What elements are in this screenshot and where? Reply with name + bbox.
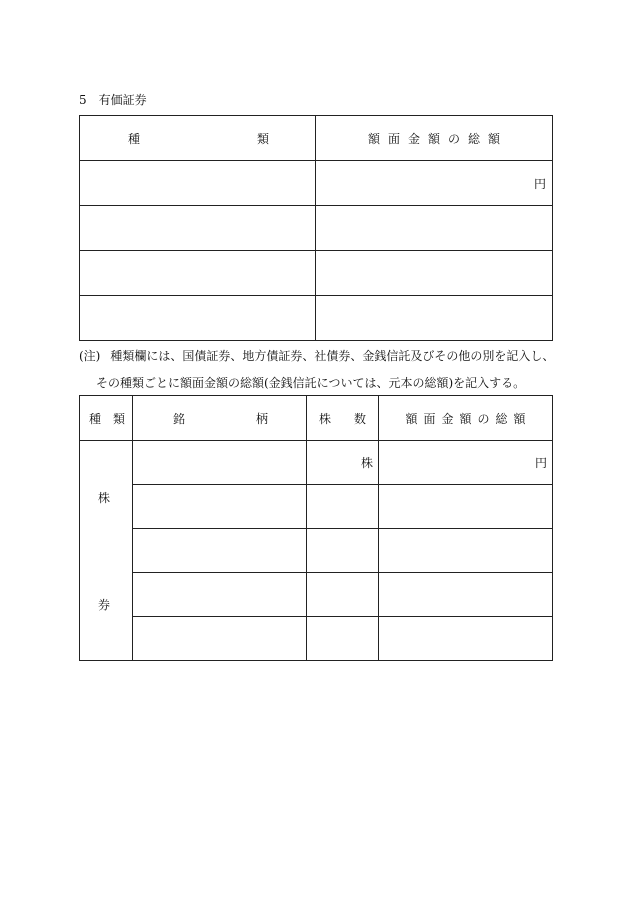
section-heading [79,91,147,108]
brand-cell[interactable] [133,529,307,573]
table-row [80,617,553,661]
kind-cell[interactable] [80,296,316,341]
kind-cell[interactable] [80,251,316,296]
shares-unit: 株 [360,456,373,470]
brand-cell[interactable] [133,617,307,661]
header-kind-char-1: 種 [89,411,102,426]
table-row [80,206,553,251]
total-cell[interactable] [379,485,553,529]
share-count-cell[interactable] [307,485,379,529]
note-text-1: 種類欄には、国債証券、地方債証券、社債券、金銭信託及びその他の別を記入し、 [110,349,555,363]
total-cell[interactable] [379,441,553,485]
table-row [80,251,553,296]
row-label-ken: 券 [98,598,111,612]
stocks-table [79,395,553,661]
share-count-cell[interactable] [307,441,379,485]
total-cell[interactable] [379,529,553,573]
header-total-face-value: 額面金額の総額 [379,396,553,441]
header-kind [80,396,133,441]
share-count-cell[interactable] [307,617,379,661]
header-total-face-value: 額面金額の総額 [316,116,553,161]
header-kind [80,116,316,161]
header-brand [133,396,307,441]
table-row [80,441,553,485]
header-share-count [307,396,379,441]
securities-table [79,115,553,341]
yen-unit: 円 [533,176,546,191]
header-brand-char-2: 柄 [255,411,268,426]
note-line-1 [79,347,554,364]
total-cell[interactable] [316,206,553,251]
header-brand-char-1: 銘 [173,411,186,426]
table-row [80,296,553,341]
brand-cell[interactable] [133,441,307,485]
brand-cell[interactable] [133,485,307,529]
total-cell[interactable] [379,573,553,617]
total-cell[interactable] [316,161,553,206]
yen-unit: 円 [534,456,547,470]
header-kind-char-1: 種 [128,131,141,146]
header-kind-char-2: 類 [112,411,125,426]
table-row [80,529,553,573]
brand-cell[interactable] [133,573,307,617]
note-line-2: その種類ごとに額面金額の総額(金銭信託については、元本の総額)を記入する。 [96,376,526,390]
table-row [80,573,553,617]
table-header-row [80,116,553,161]
section-title: 有価証券 [98,93,147,107]
table-row [80,485,553,529]
header-kind-char-2: 類 [256,131,269,146]
note-mark: (注) [79,349,101,363]
header-count-char-2: 数 [353,411,366,426]
total-cell[interactable] [379,617,553,661]
kind-cell[interactable] [80,206,316,251]
table-row [80,161,553,206]
row-label-kabu: 株 [98,491,111,505]
kind-stock-certificate-cell [80,441,133,661]
share-count-cell[interactable] [307,573,379,617]
header-count-char-1: 株 [319,411,332,426]
total-cell[interactable] [316,251,553,296]
share-count-cell[interactable] [307,529,379,573]
total-cell[interactable] [316,296,553,341]
section-number: 5 [79,93,87,107]
table-header-row [80,396,553,441]
kind-cell[interactable] [80,161,316,206]
